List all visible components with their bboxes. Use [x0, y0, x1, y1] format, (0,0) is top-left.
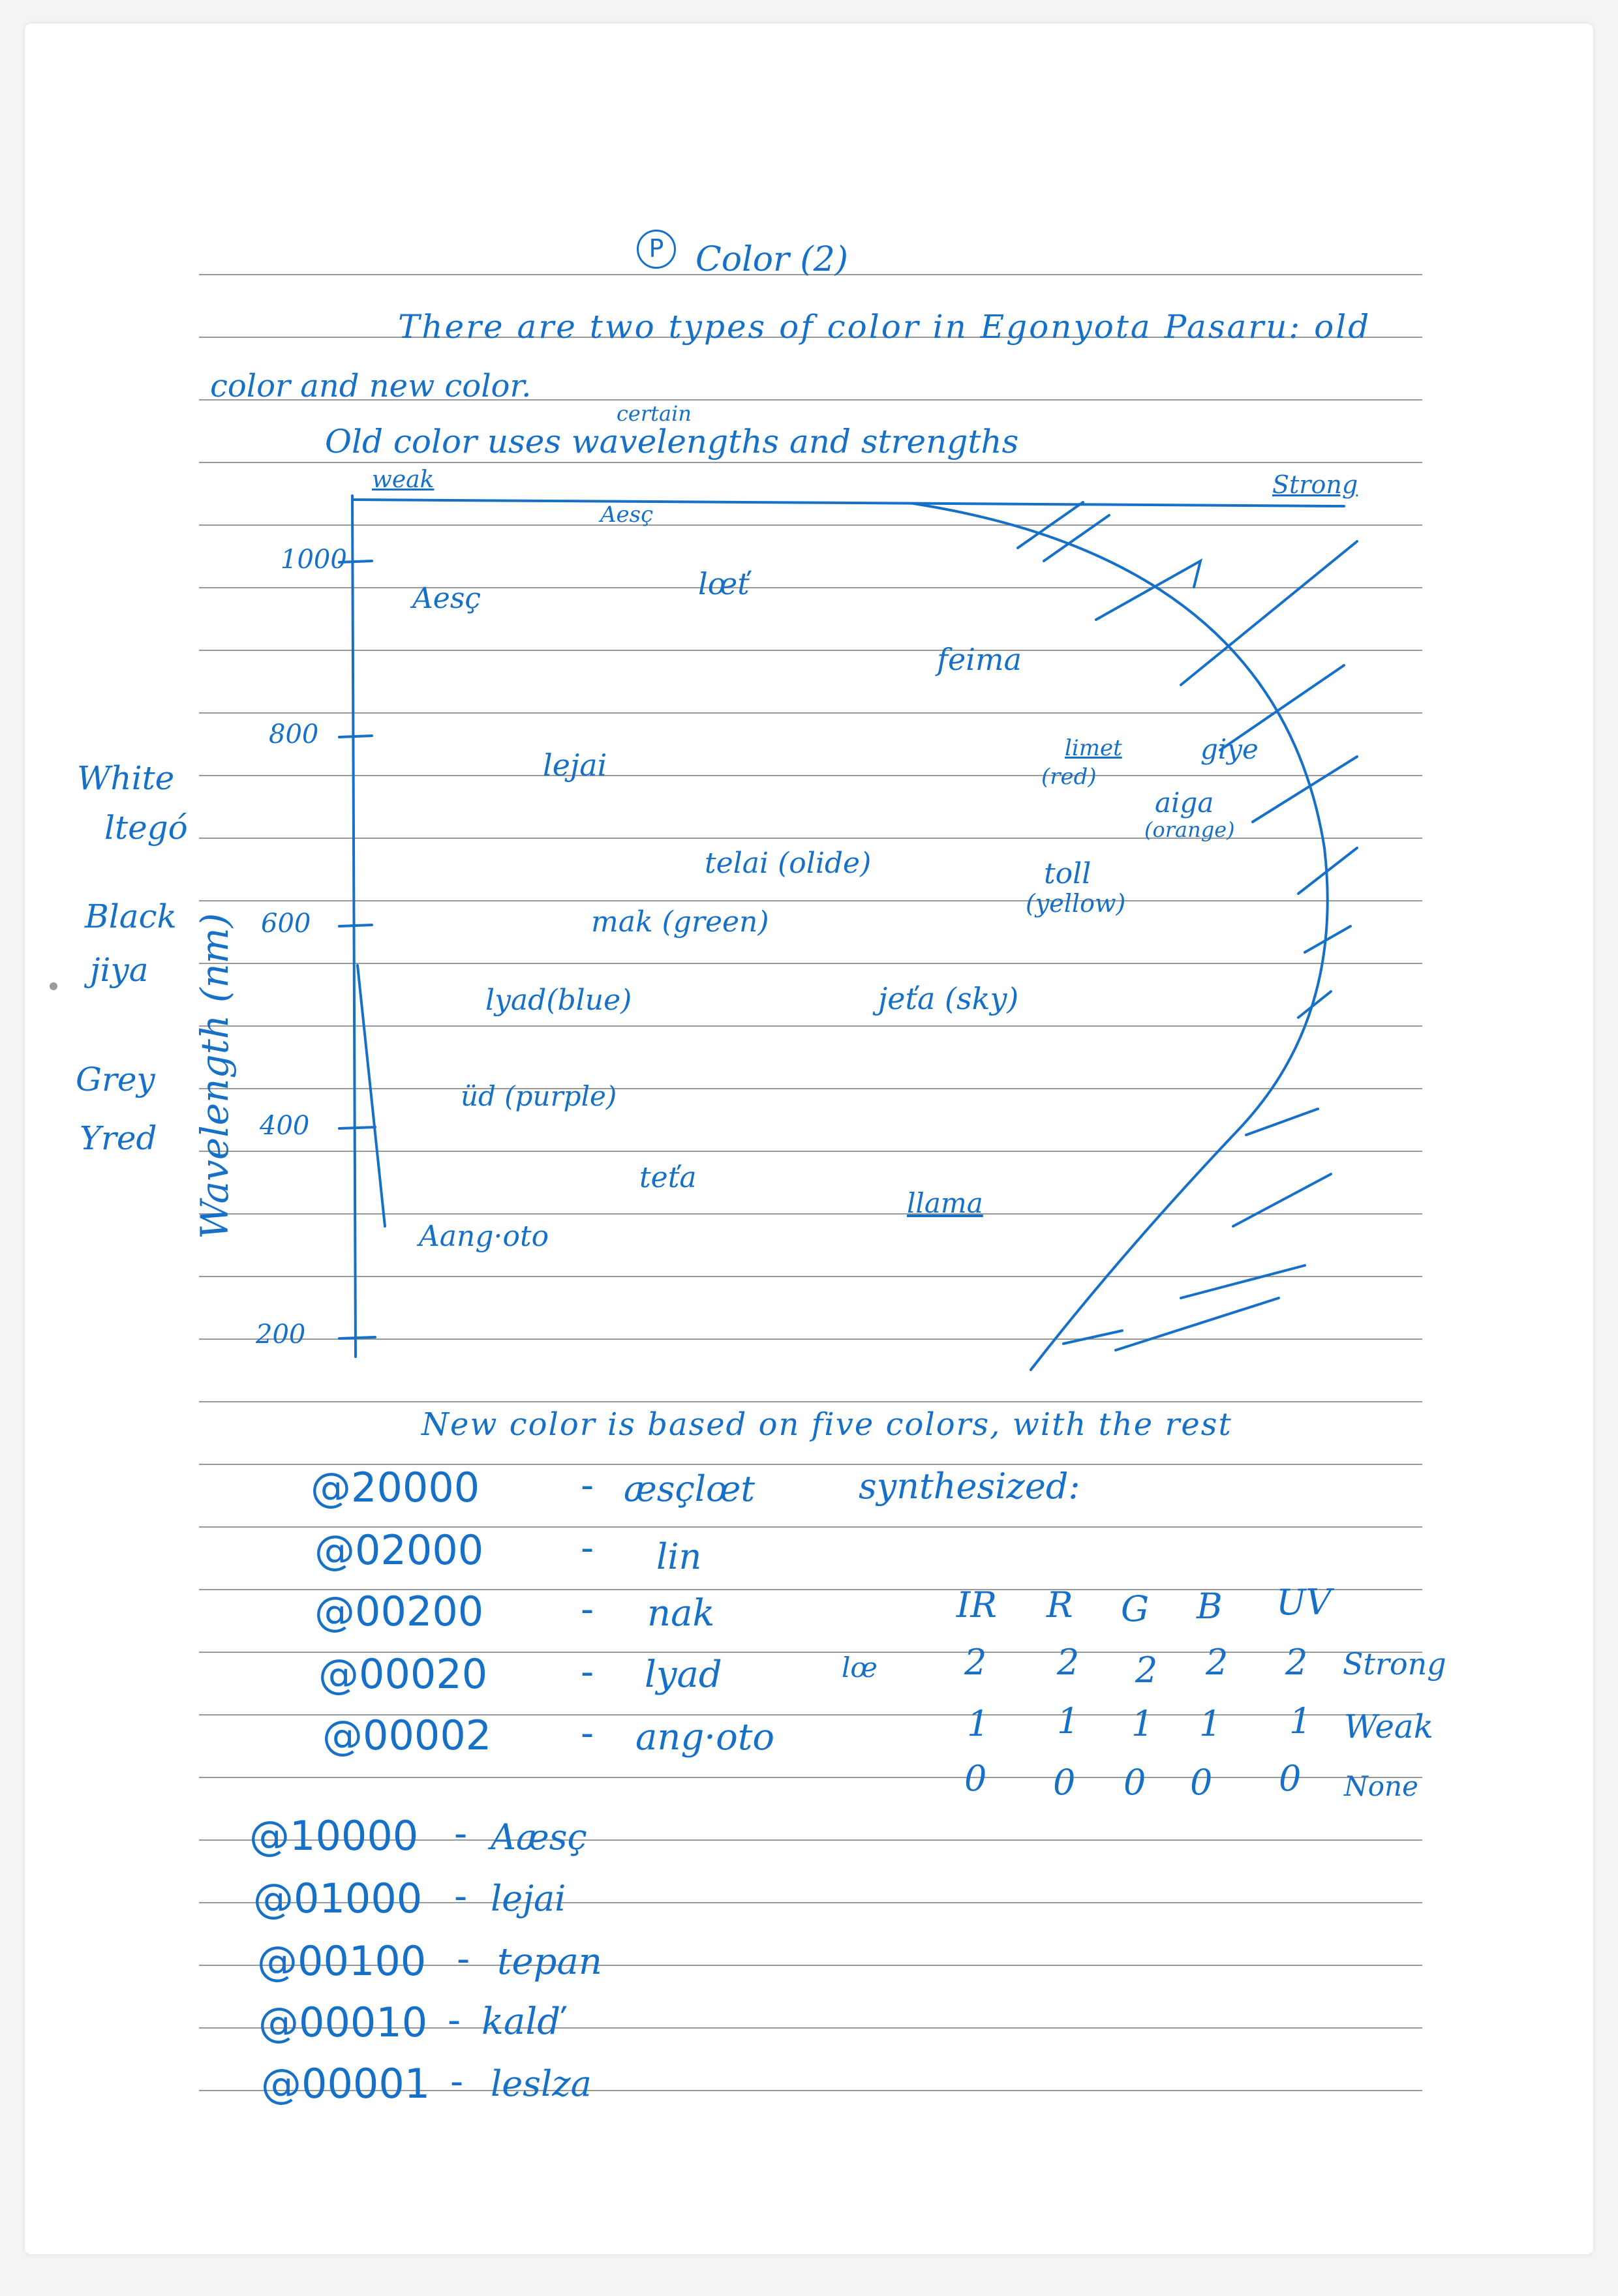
- color-name: ang·oto: [635, 1716, 775, 1759]
- color-name: lyad: [645, 1654, 722, 1696]
- table-row-name: Weak: [1344, 1708, 1434, 1745]
- y-tick-label: 400: [260, 1111, 310, 1141]
- region-loet: lœť: [698, 566, 750, 601]
- code-dash: -: [454, 1813, 468, 1855]
- y-tick-label: 200: [256, 1320, 306, 1350]
- table-cell: 0: [1123, 1762, 1146, 1803]
- table-header: IR: [956, 1584, 997, 1625]
- table-cell: 1: [967, 1703, 990, 1744]
- table-cell: 2: [1206, 1642, 1229, 1683]
- legend-white-native: ltegó: [104, 809, 188, 847]
- region-aiga: aiga: [1155, 787, 1214, 819]
- table-cell: 2: [964, 1642, 987, 1683]
- legend-black-native: jiya: [90, 951, 149, 989]
- region-aesc-top: Aesç: [600, 502, 654, 528]
- code-dash: -: [457, 1938, 470, 1980]
- table-row-label: lœ: [842, 1652, 878, 1684]
- table-cell: 2: [1135, 1650, 1158, 1691]
- color-code: @20000: [311, 1464, 480, 1511]
- table-header: G: [1121, 1588, 1150, 1629]
- color-code: @00010: [258, 1999, 428, 2046]
- page-title: Color (2): [695, 240, 849, 279]
- code-dash: -: [448, 1999, 461, 2042]
- color-code: @00020: [318, 1650, 488, 1698]
- legend-black: Black: [85, 898, 177, 935]
- weak-label: weak: [372, 466, 435, 493]
- region-telai: telai (olide): [705, 847, 872, 880]
- new-color-line: New color is based on five colors, with the rest: [421, 1406, 1232, 1443]
- legend-white: White: [77, 759, 175, 797]
- region-lyad: lyad(blue): [485, 984, 632, 1017]
- region-feima: feima: [937, 642, 1022, 677]
- y-tick-label: 1000: [281, 545, 347, 575]
- region-jeta: jeťa (sky): [878, 981, 1019, 1016]
- table-cell: 1: [1289, 1700, 1312, 1742]
- table-header: B: [1197, 1586, 1223, 1627]
- code-dash: -: [450, 2061, 464, 2103]
- region-toll: toll: [1044, 857, 1091, 890]
- title-mark: P: [637, 230, 676, 269]
- region-limet: limet: [1065, 735, 1122, 761]
- old-color-insert: certain: [617, 401, 692, 426]
- color-name: lejai: [491, 1878, 566, 1919]
- y-tick-label: 600: [261, 909, 311, 939]
- tick-mark: [339, 1337, 375, 1338]
- new-color-line-2: synthesized:: [859, 1466, 1080, 1507]
- region-llama: llama: [907, 1187, 983, 1219]
- region-mak: mak (green): [591, 905, 769, 939]
- boundary-curve: [913, 504, 1328, 1370]
- table-cell: 1: [1057, 1700, 1080, 1742]
- intro-line-1: There are two types of color in Egonyota Pasaru: old: [398, 308, 1371, 346]
- color-name: æsçlœt: [624, 1468, 756, 1509]
- table-cell: 2: [1285, 1642, 1308, 1683]
- region-teta: teťa: [639, 1161, 697, 1194]
- color-code: @10000: [249, 1812, 419, 1860]
- table-cell: 2: [1057, 1642, 1080, 1683]
- region-limet-sub: (red): [1041, 764, 1097, 790]
- tick-mark: [339, 1127, 375, 1128]
- region-aiga-sub: (orange): [1144, 817, 1235, 842]
- region-lejai: lejai: [543, 748, 607, 783]
- color-code: @00001: [261, 2060, 431, 2107]
- table-cell: 0: [1279, 1758, 1302, 1799]
- code-dash: -: [581, 1712, 594, 1755]
- table-header: UV: [1276, 1582, 1332, 1623]
- table-row-name: None: [1344, 1770, 1418, 1802]
- table-row-name: Strong: [1343, 1646, 1446, 1682]
- color-name: kalď: [481, 2001, 561, 2043]
- region-aangoto: Aang·oto: [419, 1220, 549, 1253]
- table-cell: 0: [964, 1758, 987, 1799]
- y-tick-label: 800: [269, 719, 319, 749]
- tick-mark: [339, 925, 372, 926]
- code-dash: -: [581, 1588, 594, 1631]
- table-cell: 0: [1053, 1762, 1076, 1803]
- table-cell: 1: [1199, 1703, 1222, 1744]
- tick-mark: [339, 736, 372, 737]
- color-code: @00100: [257, 1937, 427, 1985]
- strength-axis: [352, 500, 1344, 506]
- color-code: @01000: [253, 1875, 423, 1922]
- code-dash: -: [581, 1651, 594, 1693]
- code-dash: -: [454, 1875, 468, 1918]
- table-cell: 1: [1131, 1703, 1154, 1744]
- color-name: Aæsç: [491, 1817, 587, 1858]
- intro-line-2: color and new color.: [210, 368, 532, 404]
- region-giye: giye: [1200, 733, 1259, 765]
- code-dash: -: [581, 1527, 594, 1569]
- region-toll-sub: (yellow): [1026, 889, 1126, 918]
- table-header: R: [1046, 1584, 1073, 1625]
- y-axis-label: Wavelength (nm): [192, 913, 237, 1239]
- table-cell: 0: [1190, 1762, 1213, 1803]
- region-aesc: Aesç: [412, 582, 481, 615]
- color-name: nak: [647, 1592, 715, 1635]
- strong-label: Strong: [1272, 470, 1358, 499]
- legend-grey: Grey: [76, 1061, 155, 1098]
- color-name: lin: [656, 1536, 702, 1577]
- color-code: @02000: [314, 1526, 484, 1574]
- old-color-line: Old color uses wavelengths and strengths: [325, 423, 1019, 461]
- color-name: leslza: [491, 2063, 592, 2104]
- legend-grey-native: Yred: [80, 1119, 157, 1157]
- color-name: tepan: [497, 1941, 602, 1983]
- color-code: @00200: [314, 1588, 484, 1635]
- region-ud: üd (purple): [461, 1080, 617, 1112]
- color-code: @00002: [322, 1712, 492, 1759]
- code-dash: -: [581, 1464, 594, 1507]
